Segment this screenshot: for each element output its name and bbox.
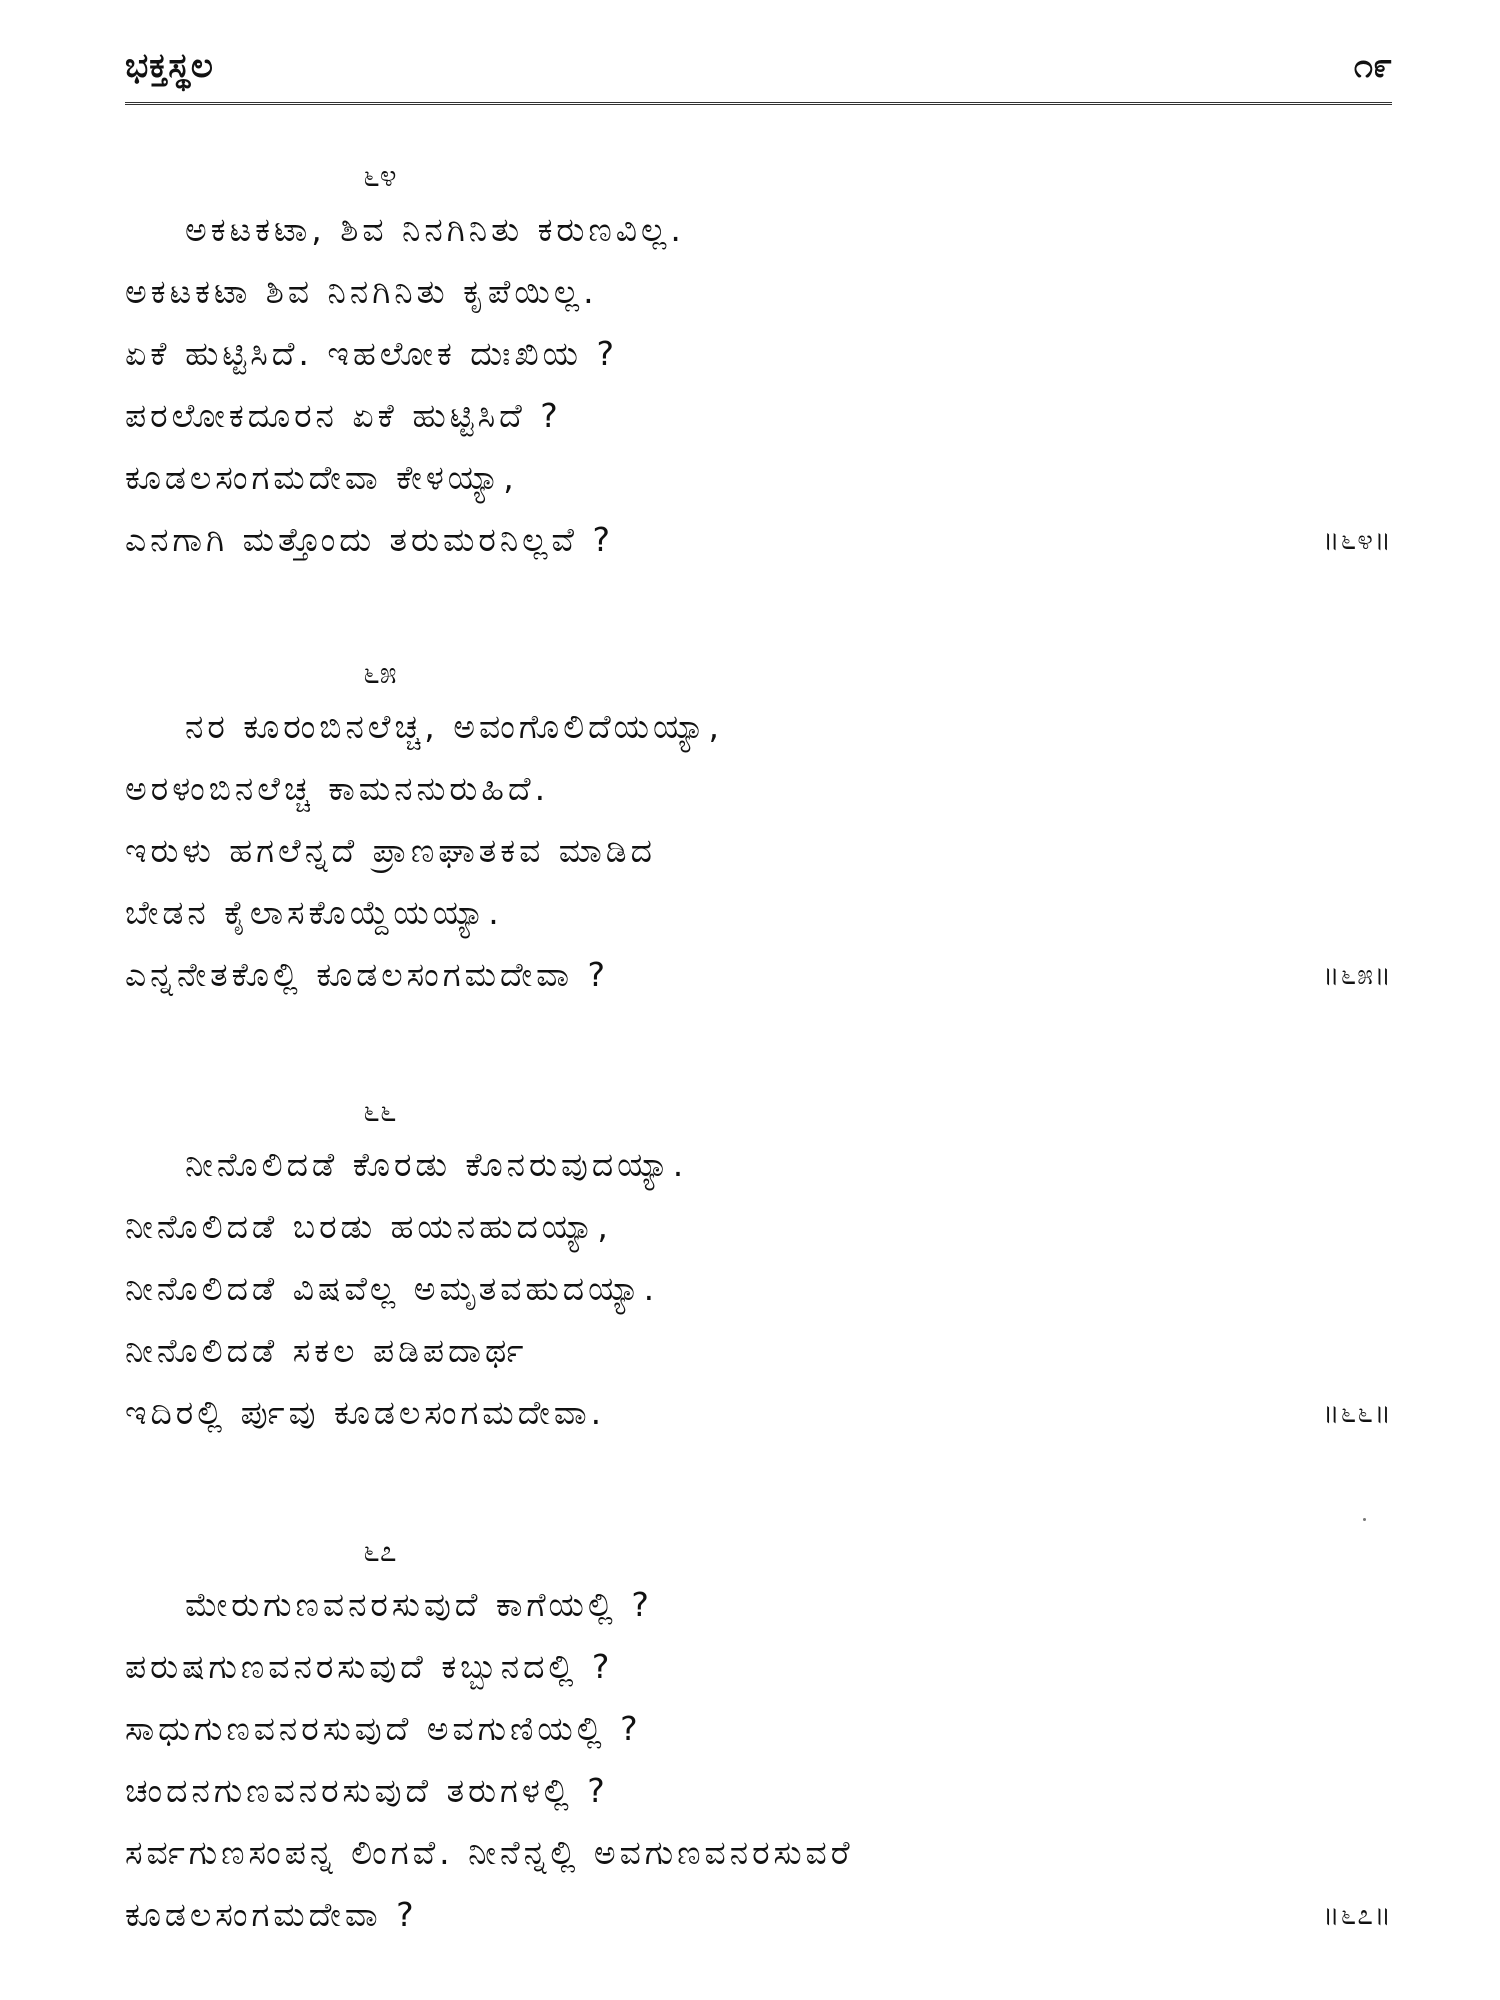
verse-number: ೬೬ [363, 1094, 397, 1129]
verse-67 [125, 1530, 1392, 1970]
verse-line: ಅಕಟಕಟಾ, ಶಿವ ನಿನಗಿನಿತು ಕರುಣವಿಲ್ಲ. [185, 210, 685, 249]
verse-line: ಕೂಡಲಸಂಗಮದೇವಾ ಕೇಳಯ್ಯಾ, [125, 458, 518, 497]
scan-speck [1363, 1518, 1366, 1521]
verse-line: ನೀನೊಲಿದಡೆ ವಿಷವೆಲ್ಲ ಅಮೃತವಹುದಯ್ಯಾ. [125, 1269, 659, 1308]
verse-end-number: ॥೬೪॥ [1322, 523, 1392, 556]
verse-line: ಪರುಷಗುಣವನರಸುವುದೆ ಕಬ್ಬುನದಲ್ಲಿ ? [125, 1647, 614, 1686]
verse-line: ನೀನೊಲಿದಡೆ ಸಕಲ ಪಡಿಪದಾರ್ಥ [125, 1331, 528, 1370]
verse-number: ೬೪ [363, 159, 397, 194]
verse-line: ಪರಲೋಕದೂರನ ಏಕೆ ಹುಟ್ಟಿಸಿದೆ ? [125, 396, 562, 435]
running-title: ಭಕ್ತಸ್ಥಲ [125, 46, 214, 86]
verse-line: ಎನಗಾಗಿ ಮತ್ತೊಂದು ತರುಮರನಿಲ್ಲವೆ ? [125, 520, 615, 559]
verse-line: ಚಂದನಗುಣವನರಸುವುದೆ ತರುಗಳಲ್ಲಿ ? [125, 1771, 609, 1810]
verse-line: ನೀನೊಲಿದಡೆ ಕೊರಡು ಕೊನರುವುದಯ್ಯಾ. [185, 1145, 688, 1184]
verse-line: ಅಕಟಕಟಾ ಶಿವ ನಿನಗಿನಿತು ಕೃಪೆಯಿಲ್ಲ. [125, 272, 598, 311]
verse-line: ಕೂಡಲಸಂಗಮದೇವಾ ? [125, 1895, 418, 1934]
verse-line: ನರ ಕೂರಂಬಿನಲೆಚ್ಚ, ಅವಂಗೊಲಿದೆಯಯ್ಯಾ, [185, 707, 724, 746]
verse-line: ನೀನೊಲಿದಡೆ ಬರಡು ಹಯನಹುದಯ್ಯಾ, [125, 1207, 612, 1246]
verse-line: ಮೇರುಗುಣವನರಸುವುದೆ ಕಾಗೆಯಲ್ಲಿ ? [185, 1585, 653, 1624]
verse-line: ಇದಿರಲ್ಲಿ ರ್ಪುವು ಕೂಡಲಸಂಗಮದೇವಾ. [125, 1393, 606, 1432]
verse-number: ೬೭ [363, 1534, 397, 1569]
verse-64 [125, 155, 1392, 585]
verse-line: ಏಕೆ ಹುಟ್ಟಿಸಿದೆ. ಇಹಲೋಕ ದುಃಖಿಯ ? [125, 334, 619, 373]
verse-line: ಸಾಧುಗುಣವನರಸುವುದೆ ಅವಗುಣಿಯಲ್ಲಿ ? [125, 1709, 642, 1748]
verse-number: ೬೫ [363, 656, 397, 691]
header-divider [125, 102, 1392, 105]
verse-line: ಅರಳಂಬಿನಲೆಚ್ಚ ಕಾಮನನುರುಹಿದೆ. [125, 769, 550, 808]
page-number: ೧೯ [1353, 46, 1392, 86]
verse-line: ಎನ್ನನೇತಕೊಲ್ಲಿ ಕೂಡಲಸಂಗಮದೇವಾ ? [125, 955, 609, 994]
verse-66 [125, 1090, 1392, 1460]
verse-line: ಸರ್ವಗುಣಸಂಪನ್ನ ಲಿಂಗವೆ. ನೀನೆನ್ನಲ್ಲಿ ಅವಗುಣವನರಸುವರೆ [125, 1833, 854, 1872]
page-header [125, 38, 1392, 108]
verse-65 [125, 652, 1392, 1022]
verse-end-number: ॥೬೭॥ [1322, 1898, 1392, 1931]
verse-end-number: ॥೬೬॥ [1322, 1396, 1392, 1429]
verse-line: ಬೇಡನ ಕೈಲಾಸಕೊಯ್ದೆಯಯ್ಯಾ. [125, 893, 503, 932]
verse-line: ಇರುಳು ಹಗಲೆನ್ನದೆ ಪ್ರಾಣಘಾತಕವ ಮಾಡಿದ [125, 831, 656, 870]
verse-end-number: ॥೬೫॥ [1322, 958, 1392, 991]
